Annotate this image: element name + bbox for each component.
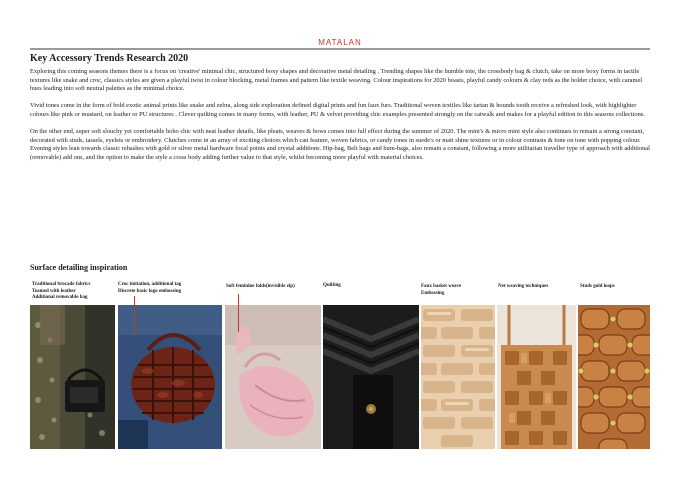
caption-studs [580,284,615,291]
brocade-bag-image [30,305,115,449]
soft-bag-image [225,305,321,449]
brand-name: MATALAN [318,38,362,47]
photo-basket-weave [421,305,495,449]
photo-net-weaving [497,305,576,449]
caption-basket [421,284,461,297]
caption-line: Studs gold loops [580,284,615,289]
caption-leader-line [134,296,135,336]
caption-line: Embossing [421,290,445,296]
net-weaving-image [497,305,576,449]
photo-gold-studs [578,305,650,449]
page-title: Key Accessory Trends Research 2020 [30,53,189,64]
paragraph-1: Exploring this coming seasons themes there is a focus on 'creative' minimal chic, structured boxy shapes and decorative metal detailing . Trending shapes like the humble tote, the crossbody bag & clutch, take on more boxy forms in tactile textures like snake and croc, classics styles are given a playful twist in colour blocking, metal frames and pattern like textile weaving. Colour inspirations for 2020 boasts, playful candy colours & clay reds as the bolder choice, with caramel hues leading into soft neutral palettes as the minimal choice. [30,68,643,93]
photo-quilting [323,305,419,449]
paragraph-3: On the other end, super soft slouchy yet comfortable boho chic with neat leather details, like pleats, weaves & bows comes into full effect during the summer of 2020. The mini's & micro mini style also continues to remain a strong constant, decorated with studs, tassels, eyelets or embroidery. Clutches come in an array of exciting choices which can feature, woven fabrics, or candy tones in suede's or matt shine textures or in colour contrasts & tone on tone with popping colour. Evening styles lean towards classic rehashes with gold or silver metal hardware focal points and crystal additions. Hip-bag, Belt bags and bum-bags, also remain a constant, following a more utilitarian traveller type of approach with additional (removable) add ons, and the option to make the style a cross body adding further value to that style, whilst becoming more playful with material choices. [30,128,650,161]
caption-line: Additional removable bag [32,295,88,300]
caption-line: Quilting [323,283,341,288]
caption-brocade [32,282,90,302]
caption-line: Faux basket weave [421,284,462,289]
paragraph-2: Vivid tones come in the form of bold exotic animal prints like snake and zebra, along side exploration defined digital prints and fun faux furs. Traditional woven textiles like tartan & hounds tooth receive a refreshed look, with highlighter colours like pink or mustard, on leather or PU structures . Clever quilting comes in many forms, with leather, PU & velvet providing chic examples presented strongly on the catwalk and makes for a playful edition to this seasons collections. [30,102,645,118]
photo-soft-bag [225,305,321,449]
caption-quilting [323,283,341,290]
caption-line: Soft feminine folds(invisible zip) [226,284,295,289]
header-divider [30,48,650,50]
caption-leader-line [238,294,239,332]
body-text [30,68,652,171]
caption-line: Net weaving techniques [498,284,549,289]
gold-studs-image [578,305,650,449]
photo-brocade-bag [30,305,115,449]
quilting-image [323,305,419,449]
caption-line: Traditional brocade fabrics [32,282,91,287]
caption-soft [226,284,295,291]
section-title: Surface detailing inspiration [30,263,128,272]
caption-line: Teamed with leather [32,288,76,294]
basket-weave-image [421,305,495,449]
caption-line: Discrete basic logo embossing [118,288,182,294]
caption-croc [118,282,181,295]
caption-line: Croc imitation, additional tag [118,282,182,287]
caption-net [498,284,548,291]
